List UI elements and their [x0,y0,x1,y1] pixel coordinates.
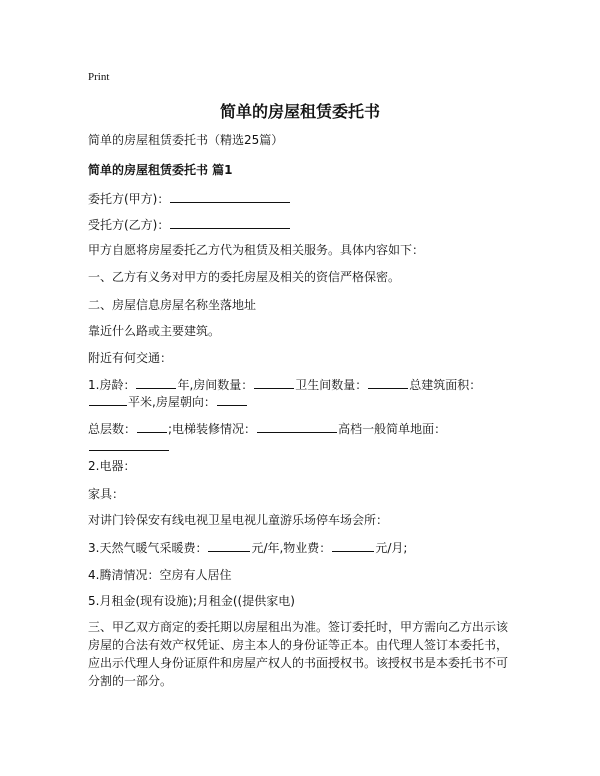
section-heading: 简单的房屋租赁委托书 篇1 [88,163,233,177]
per-month-label: 元/月; [375,541,408,555]
floors-label: 总层数： [88,422,137,436]
bathroom-label: 卫生间数量： [295,378,368,392]
consignor-blank[interactable] [170,190,290,203]
document-title: 简单的房屋租赁委托书 [219,102,380,121]
consignor-label: 委托方(甲方)： [88,192,170,206]
year-label: 年,房间数量： [177,378,254,392]
vacancy-text: 4.腾清情况：空房有人居住 [88,568,232,582]
house-age-line [88,376,481,394]
nearby-transit-text: 附近有何交通： [88,351,173,365]
gas-label: 3.天然气暖气采暖费： [88,541,208,555]
bathroom-count-blank[interactable] [368,376,408,389]
floor-type-blank[interactable] [89,438,169,451]
property-fee-blank[interactable] [332,539,374,552]
elevator-blank[interactable] [257,420,337,433]
consignee-label: 受托方(乙方)： [88,218,170,232]
house-area-line [88,393,248,411]
near-road-text: 靠近什么路或主要建筑。 [88,324,221,338]
grade-label: 高档一般简单地面： [338,422,447,436]
age-label: 1.房龄： [88,378,136,392]
rent-text: 5.月租金(现有设施);月租金((提供家电) [88,594,295,608]
print-link[interactable]: Print [88,71,110,83]
age-blank[interactable] [136,376,176,389]
room-count-blank[interactable] [254,376,294,389]
item-2-text: 二、房屋信息房屋名称坐落地址 [88,298,257,312]
fees-line [88,539,407,557]
floor-type-line [88,438,170,456]
sqm-label: 平米,房屋朝向： [128,395,216,409]
area-label: 总建筑面积： [409,378,482,392]
item-1-text: 一、乙方有义务对甲方的委托房屋及相关的资信严格保密。 [88,270,401,284]
document-subtitle: 简单的房屋租赁委托书（精选25篇） [88,133,284,147]
area-blank[interactable] [89,393,127,406]
facilities-text: 对讲门铃保安有线电视卫星电视儿童游乐场停车场会所： [88,513,389,527]
elevator-label: ;电梯装修情况： [168,422,257,436]
appliances-text: 2.电器： [88,459,136,473]
orientation-blank[interactable] [217,393,247,406]
consignor-line [88,190,291,208]
intro-text: 甲方自愿将房屋委托乙方代为租赁及相关服务。具体内容如下： [88,243,425,257]
floors-line [88,420,446,438]
heating-fee-blank[interactable] [208,539,250,552]
floors-blank[interactable] [137,420,167,433]
consignee-blank[interactable] [170,216,290,229]
item-3-paragraph: 三、甲乙双方商定的委托期以房屋租出为准。签订委托时，甲方需向乙方出示该房屋的合法有效产权凭证、房主本人的身份证等正本。由代理人签订本委托书，应出示代理人身份证原件和房屋产权人的书面授权书。该授权书是本委托书不可分割的一部分。 [88,620,509,688]
furniture-text: 家具： [88,487,125,501]
per-year-label: 元/年,物业费： [251,541,332,555]
consignee-line [88,216,291,234]
